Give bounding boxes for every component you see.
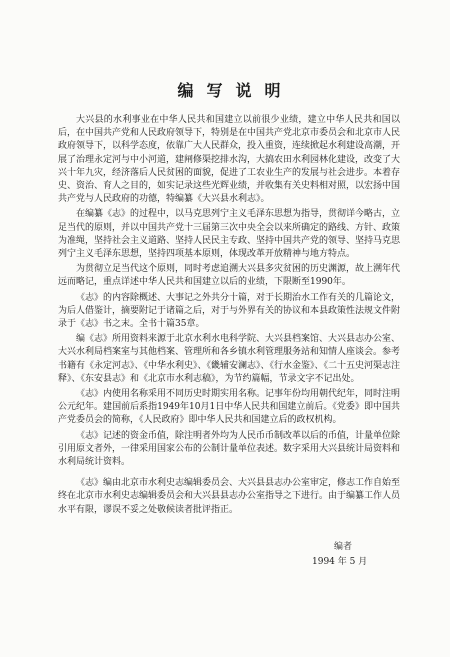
paragraph-review: 《志》编由北京市水利史志编辑委员会、大兴县县志办公室审定，修志工作自始至终在北京市水利史志编辑委员会和大兴县县志办公室指导之下进行。由于编纂工作人员水平有限，谬误不妥之处敬候读者批评指正。 <box>58 478 401 515</box>
paragraph-structure: 《志》的内容除概述、大事记之外共分十篇，对于长期治水工作有关的几篇论文，为后人借鉴计，摘要附记于诸篇之后，对于与外界有关的协议和本县政策性法规文件附录于《志》书之末。全书十篇35章。 <box>58 292 401 330</box>
paragraph-sources: 编《志》所用资料来源于北京水利水电科学院、大兴县档案馆、大兴县志办公室、大兴水利局档案室与其他档案、管理所和各乡镇水利管理服务站和知情人座谈会。参考书籍有《永定河志》、《中华水利史》、《畿辅安澜志》、《行水金鉴》、《二十五史河渠志注释》、《东安县志》和《北京市水利志稿》，为节约篇幅，节录文字不记出处。 <box>58 334 401 384</box>
paragraph-intro: 大兴县的水利事业在中华人民共和国建立以前很少业绩，建立中华人民共和国以后，在中国共产党和人民政府领导下，特别是在中国共产党北京市委员会和北京市人民政府领导下，以科学态度，依靠广大人民群众，投入重资，连续掀起水利建设高潮，开展了治理永定河与中小河道，建闸修渠挖排水沟，大搞农田水利园林化建设，改变了大兴十年九灾，经济落后人民贫困的面貌，促进了工农业生产的发展与社会进步。本着存史、资治、育人之目的，如实记录这些光辉业绩，并收集有关史料相对照，以宏扬中国共产党与人民政府的功德，特编纂《大兴县水利志》。 <box>58 115 401 205</box>
page-title: 编写说明 <box>177 81 294 100</box>
paragraph-time-range: 为贯彻立足当代这个原则，同时考虑追溯大兴县多灾贫困的历史渊源，故上溯年代远而略记，重点详述中华人民共和国建立以后的业绩，下限断至1990年。 <box>58 264 401 288</box>
signature-editor: 编者 <box>334 542 353 552</box>
signature-date: 1994 年 5 月 <box>312 557 368 567</box>
paragraph-units: 《志》记述的资金币值，除注明者外均为人民币币制改革以后的币值，计量单位除引用原文者外，一律采用国家公布的公制计量单位表述。数字采用大兴县统计局资料和水利局统计资料。 <box>58 430 401 468</box>
paragraph-naming: 《志》内使用名称采用不同历史时期实用名称。记事年份均用朝代纪年，同时注明公元纪年。建国前后系指1949年10月1日中华人民共和国建立前后。《党委》即中国共产党委员会的简称，《人民政府》即中华人民共和国建立后的政权机构。 <box>58 389 401 426</box>
paragraph-principles: 在编纂《志》的过程中，以马克思列宁主义毛泽东思想为指导，贯彻详今略古，立足当代的原则，并以中国共产党十三届第三次中央全会以来所确定的路线、方针、政策为准绳，坚持社会主义道路、坚持人民民主专政、坚持中国共产党的领导、坚持马克思列宁主义毛泽东思想，坚持四项基本原则，体现改革开放精神与地方特点。 <box>58 209 401 260</box>
